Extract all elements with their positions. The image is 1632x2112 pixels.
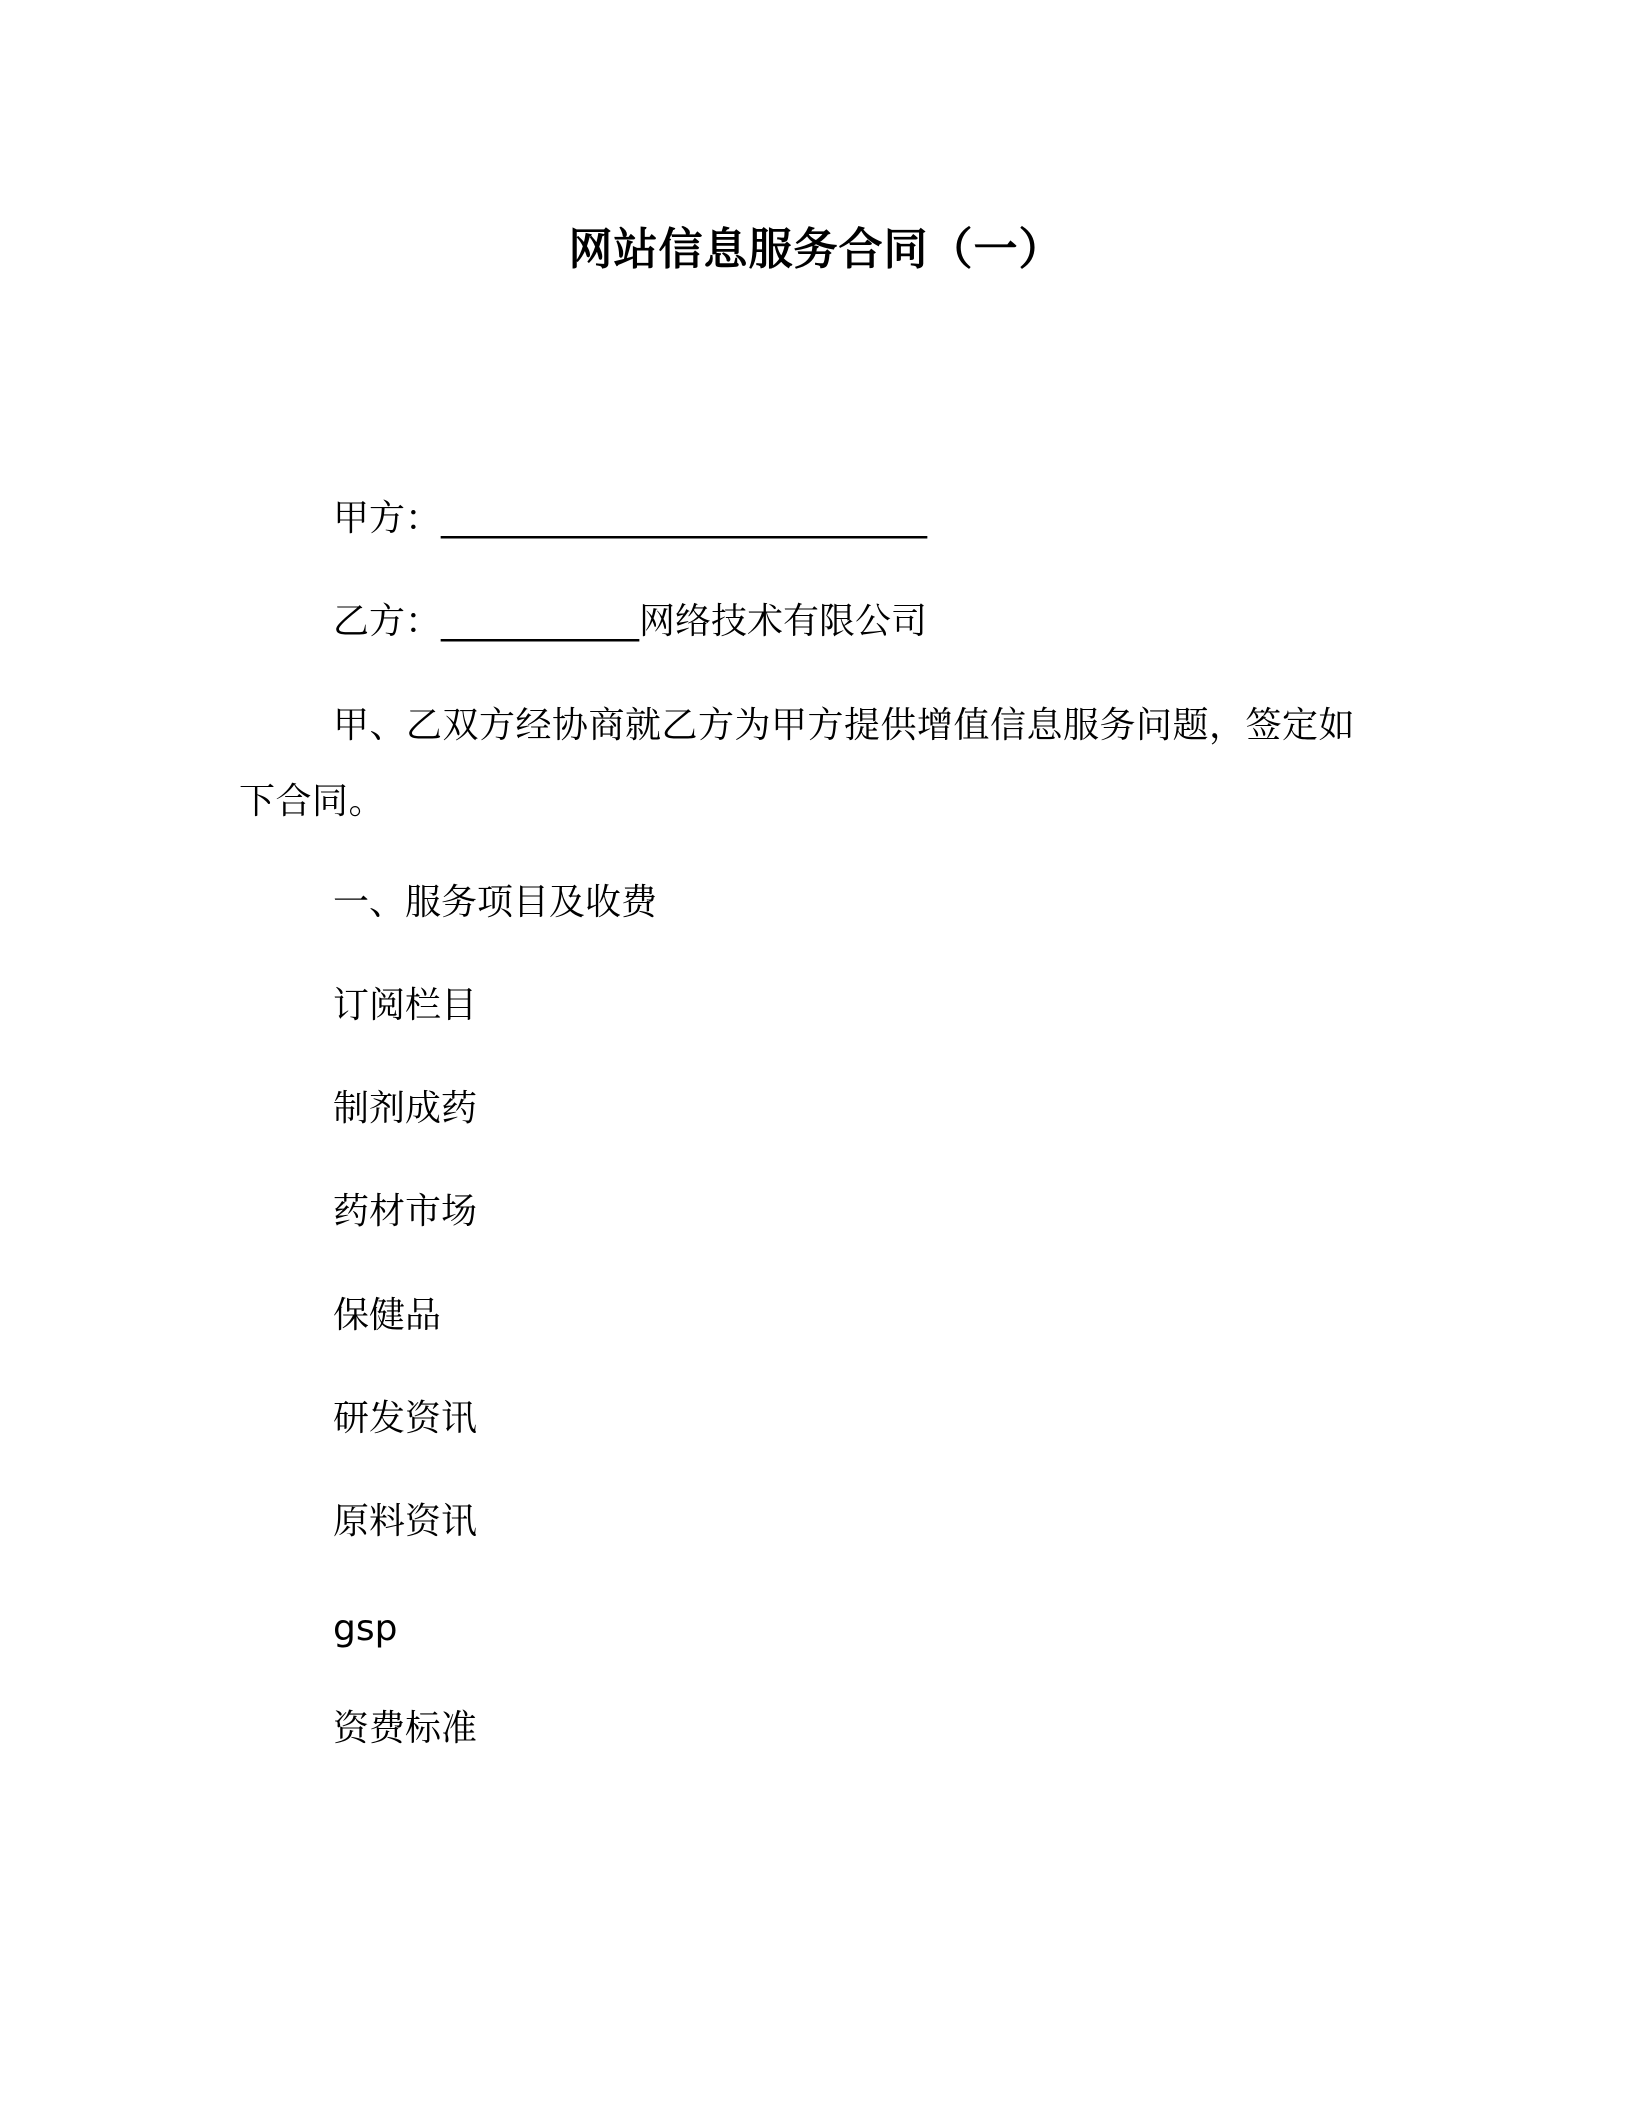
list-item-prepared-medicines: 制剂成药: [333, 1088, 478, 1129]
list-item-gsp: gsp: [333, 1608, 398, 1649]
document-title: 网站信息服务合同（一）: [568, 224, 1064, 275]
list-item-raw-material-news: 原料资讯: [333, 1501, 478, 1542]
list-item-fee-standard: 资费标准: [333, 1708, 478, 1749]
list-item-health-products: 保健品: [333, 1295, 442, 1336]
list-item-subscription-column: 订阅栏目: [333, 985, 478, 1026]
section-1-heading: 一、服务项目及收费: [333, 882, 658, 923]
list-item-rd-news: 研发资讯: [333, 1398, 478, 1439]
intro-paragraph: 甲、乙双方经协商就乙方为甲方提供增值信息服务问题，签定如下合同。: [239, 705, 1356, 822]
list-item-herb-market: 药材市场: [333, 1191, 478, 1232]
party-b-line: 乙方：___________网络技术有限公司: [333, 601, 928, 642]
party-a-line: 甲方：___________________________: [333, 498, 928, 539]
